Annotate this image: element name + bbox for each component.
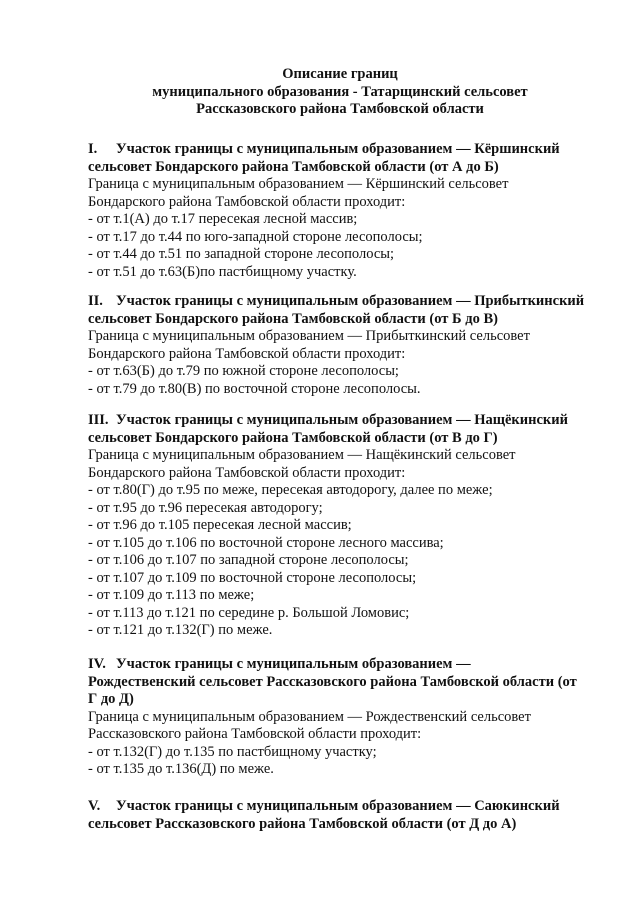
list-item: - от т.113 до т.121 по середине р. Большой Ломовис; [88,604,410,621]
section-2-heading-line-1: Участок границы с муниципальным образованием — Прибыткинский [116,293,585,309]
section-5-heading-line-1: Участок границы с муниципальным образованием — Саюкинский [116,798,560,814]
list-item: - от т.44 до т.51 по западной стороне лесополосы; [88,246,395,262]
section-1-intro-line-2: Бондарского района Тамбовской области проходит: [88,193,406,210]
section-3-intro-line-2: Бондарского района Тамбовской области проходит: [88,464,406,481]
list-item: - от т.17 до т.44 по юго-западной стороне лесополосы; [88,228,423,245]
section-1 [88,141,618,281]
list-item: - от т.80(Г) до т.95 по меже, пересекая автодорогу, далее по меже; [88,482,493,498]
list-item: - от т.1(А) до т.17 пересекая лесной массив; [88,211,358,227]
list-item: - от т.107 до т.109 по восточной стороне лесополосы; [88,569,417,586]
section-4-intro-line-1: Граница с муниципальным образованием — Рождественский сельсовет [88,708,531,725]
list-item: - от т.51 до т.63(Б)по пастбищному участку. [88,263,357,280]
section-4-intro-line-2: Рассказовского района Тамбовской области проходит: [88,726,422,742]
list-item: - от т.63(Б) до т.79 по южной стороне лесополосы; [88,363,399,379]
list-item: - от т.95 до т.96 пересекая автодорогу; [88,499,323,516]
section-3-heading-line-2: сельсовет Бондарского района Тамбовской области (от В до Г) [88,429,498,446]
section-3-heading [88,412,618,430]
document-title [60,66,620,119]
list-item: - от т.135 до т.136(Д) по меже. [88,761,274,777]
section-1-heading [88,141,618,159]
section-3 [88,412,618,640]
section-3-heading-line-1: Участок границы с муниципальным образованием — Нащёкинский [116,412,568,428]
section-4-heading-line-1: Участок границы с муниципальным образованием — [116,656,471,672]
section-1-number: I. [88,141,98,157]
title-line-2: муниципального образования - Татарщинский сельсовет [152,83,528,100]
section-2-heading-line-2: сельсовет Бондарского района Тамбовской области (от Б до В) [88,310,498,327]
section-5 [88,798,618,833]
section-5-heading [88,798,618,816]
list-item: - от т.105 до т.106 по восточной стороне лесного массива; [88,534,444,551]
section-2-intro-line-2: Бондарского района Тамбовской области проходит: [88,345,406,362]
section-2-number: II. [88,293,103,309]
list-item: - от т.106 до т.107 по западной стороне лесополосы; [88,552,409,568]
title-line-1: Описание границ [282,66,398,82]
list-item: - от т.121 до т.132(Г) по меже. [88,622,273,638]
list-item: - от т.96 до т.105 пересекая лесной массив; [88,517,352,533]
section-2-heading [88,293,618,311]
section-5-heading-line-2: сельсовет Рассказовского района Тамбовской области (от Д до А) [88,815,517,832]
section-2 [88,293,618,398]
list-item: - от т.132(Г) до т.135 по пастбищному участку; [88,743,377,760]
title-line-3: Рассказовского района Тамбовской области [196,101,484,117]
section-4-number: IV. [88,656,106,672]
list-item: - от т.79 до т.80(В) по восточной стороне лесополосы. [88,380,421,397]
section-1-intro-line-1: Граница с муниципальным образованием — Кёршинский сельсовет [88,176,509,192]
section-3-intro-line-1: Граница с муниципальным образованием — Нащёкинский сельсовет [88,447,516,463]
section-4 [88,656,618,779]
section-3-number: III. [88,412,109,428]
section-2-intro-line-1: Граница с муниципальным образованием — Прибыткинский сельсовет [88,328,530,344]
section-4-heading-line-3: Г до Д) [88,691,134,707]
section-1-heading-line-1: Участок границы с муниципальным образованием — Кёршинский [116,141,560,157]
list-item: - от т.109 до т.113 по меже; [88,587,255,603]
section-1-heading-line-2: сельсовет Бондарского района Тамбовской области (от А до Б) [88,158,499,175]
section-5-number: V. [88,798,101,814]
section-4-heading [88,656,618,674]
section-4-heading-line-2: Рождественский сельсовет Рассказовского района Тамбовской области (от [88,673,577,690]
